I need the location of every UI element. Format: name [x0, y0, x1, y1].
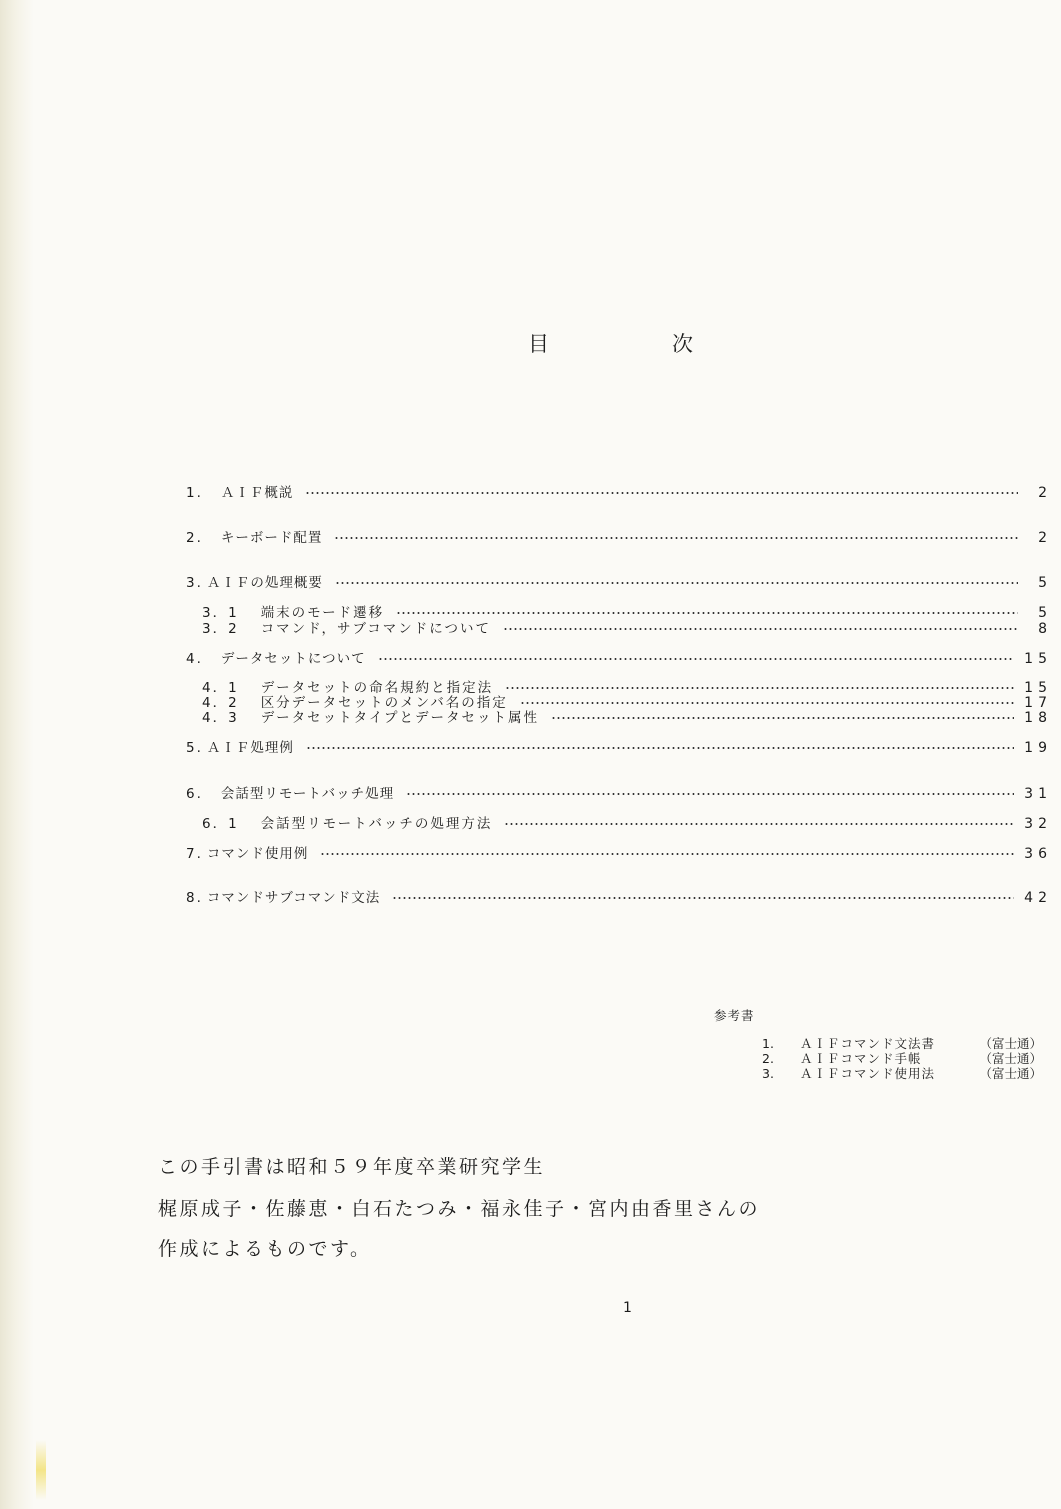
toc-entry-page: 15 [1024, 651, 1052, 667]
toc-entry-number: 6．1 [202, 816, 239, 832]
author-note-line: この手引書は昭和５９年度卒業研究学生 [158, 1156, 546, 1178]
toc-leader-dots [335, 582, 1018, 584]
toc-entry [186, 845, 1052, 863]
toc-entry-label: データセットの命名規約と指定法 [260, 680, 494, 696]
reference-publisher: （富士通） [979, 1066, 1042, 1081]
references-title: 参考書 [714, 1008, 755, 1023]
toc-leader-dots [378, 658, 1015, 660]
toc-subentry [202, 709, 1052, 727]
toc-entry-label: ＡＩＦ処理例 [206, 740, 294, 756]
toc-entry-number: 2. [186, 530, 203, 546]
toc-entry-label: コマンド使用例 [206, 846, 309, 862]
toc-subentry [202, 815, 1052, 833]
reference-title: ＡＩＦコマンド文法書 [800, 1036, 936, 1051]
toc-entry-number: 7. [186, 846, 203, 862]
toc-leader-dots [305, 492, 1018, 494]
toc-leader-dots [392, 897, 1014, 899]
reference-title: ＡＩＦコマンド使用法 [800, 1066, 936, 1081]
page-edge-stain [36, 1440, 46, 1500]
toc-entry-page: 15 [1024, 680, 1052, 696]
toc-entry-number: 8. [186, 890, 203, 906]
toc-entry-number: 4．2 [202, 695, 239, 711]
toc-leader-dots [504, 823, 1014, 825]
toc-entry-label: コマンド，サブコマンドについて [260, 621, 492, 637]
toc-leader-dots [503, 628, 1018, 630]
toc-entry [186, 785, 1052, 803]
toc-entry-label: 会話型リモートバッチ処理 [220, 786, 395, 802]
toc-entry-page: 18 [1024, 710, 1052, 726]
toc-leader-dots [520, 702, 1014, 704]
page-title-left: 目 [528, 332, 550, 356]
reference-item [762, 1052, 1042, 1066]
toc-entry-label: 端末のモード遷移 [260, 605, 385, 621]
toc-entry-label: ＡＩＦ概説 [220, 485, 294, 501]
toc-entry-page: 2 [1038, 485, 1052, 501]
toc-leader-dots [551, 717, 1014, 719]
toc-entry-number: 3．2 [202, 621, 239, 637]
toc-entry-number: 3. [186, 575, 203, 591]
toc-entry-page: 36 [1024, 846, 1052, 862]
toc-entry-number: 3．1 [202, 605, 239, 621]
toc-entry-number: 5. [186, 740, 203, 756]
toc-entry [186, 484, 1052, 502]
toc-entry-label: ＡＩＦの処理概要 [206, 575, 323, 591]
toc-entry-label: データセットについて [220, 651, 366, 667]
toc-leader-dots [320, 853, 1014, 855]
toc-entry-number: 4．1 [202, 680, 239, 696]
toc-entry-page: 31 [1024, 786, 1052, 802]
author-note-line: 梶原成子・佐藤恵・白石たつみ・福永佳子・宮内由香里さんの [158, 1198, 761, 1220]
toc-leader-dots [505, 687, 1014, 689]
page-edge-shadow [0, 0, 34, 1509]
author-note-line: 作成によるものです。 [158, 1238, 372, 1260]
reference-item [762, 1037, 1042, 1051]
toc-entry-page: 32 [1024, 816, 1052, 832]
toc-entry [186, 650, 1052, 668]
reference-number: 2. [762, 1051, 774, 1066]
toc-entry-label: 会話型リモートバッチの処理方法 [260, 816, 493, 832]
toc-leader-dots [406, 793, 1014, 795]
toc-entry-number: 6. [186, 786, 203, 802]
toc-entry-page: 19 [1024, 740, 1052, 756]
toc-leader-dots [334, 537, 1018, 539]
reference-item [762, 1067, 1042, 1081]
toc-entry-page: 2 [1038, 530, 1052, 546]
reference-number: 3. [762, 1066, 774, 1081]
toc-entry-page: 17 [1024, 695, 1052, 711]
toc-entry-page: 8 [1038, 621, 1052, 637]
toc-entry-number: 4. [186, 651, 203, 667]
reference-publisher: （富士通） [979, 1036, 1042, 1051]
toc-entry-page: 42 [1024, 890, 1052, 906]
toc-entry-label: コマンドサブコマンド文法 [206, 890, 381, 906]
toc-entry [186, 574, 1052, 592]
toc-leader-dots [306, 747, 1014, 749]
toc-entry [186, 739, 1052, 757]
toc-entry [186, 529, 1052, 547]
toc-entry-number: 4．3 [202, 710, 239, 726]
toc-entry-page: 5 [1038, 605, 1052, 621]
page-title-right: 次 [672, 332, 694, 356]
toc-entry-page: 5 [1038, 575, 1052, 591]
toc-entry-number: 1. [186, 485, 203, 501]
toc-entry [186, 889, 1052, 907]
toc-leader-dots [396, 612, 1018, 614]
toc-entry-label: データセットタイプとデータセット属性 [260, 710, 540, 726]
reference-number: 1. [762, 1036, 774, 1051]
page-number: 1 [623, 1300, 632, 1316]
toc-entry-label: 区分データセットのメンバ名の指定 [260, 695, 508, 711]
reference-title: ＡＩＦコマンド手帳 [800, 1051, 922, 1066]
reference-publisher: （富士通） [979, 1051, 1042, 1066]
toc-subentry [202, 620, 1052, 638]
toc-entry-label: キーボード配置 [220, 530, 323, 546]
